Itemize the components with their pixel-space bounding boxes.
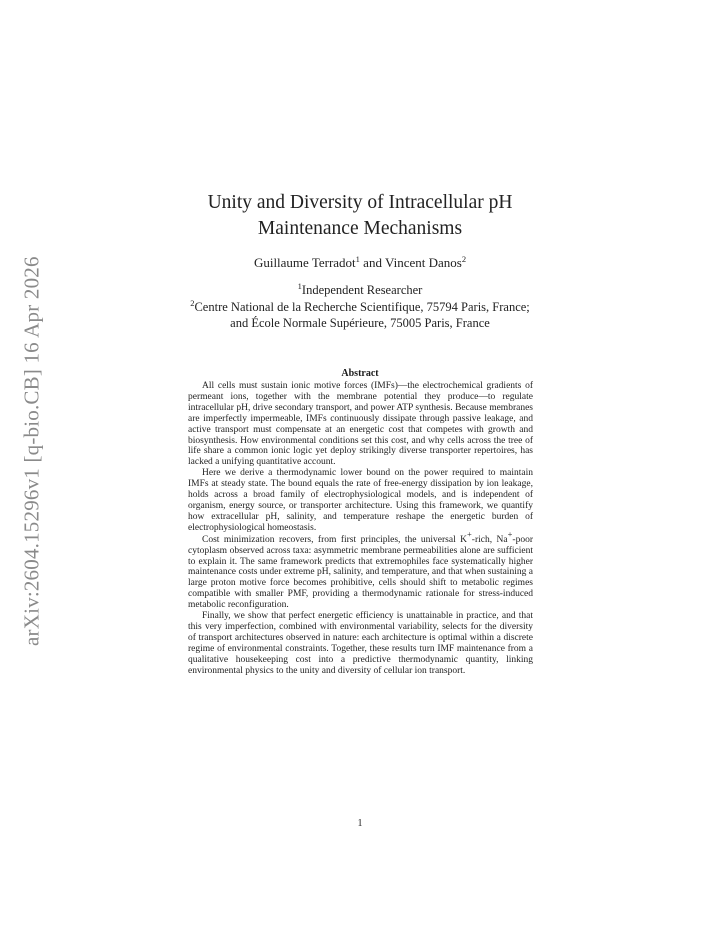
paper-title: [0, 190, 720, 242]
affiliation-2-line-1: [0, 299, 720, 316]
abstract-p3-part-b: -rich, Na: [471, 534, 508, 545]
abstract-heading: Abstract: [341, 368, 379, 379]
author-connector: and: [359, 255, 385, 270]
abstract-p3-part-c: -poor cytoplasm observed across taxa: asymmetric membrane permeabilities alone are sufficient to explain it. The same framework predicts that extremophiles face systematically higher maintenance costs under extreme pH, salinity, and temperature, and that when sustaining a large proton motive force becomes prohibitive, cells should shift to metabolic regimes compatible with smaller PMF, providing a thermodynamic rationale for stress-induced metabolic reconfiguration.: [188, 534, 533, 611]
affiliation-1: [0, 282, 720, 299]
page-number: 1: [357, 818, 363, 829]
abstract-paragraph-4: Finally, we show that perfect energetic efficiency is unattainable in practice, and that this very imperfection, combined with environmental variability, selects for the diversity of transport architectures observed in nature: each architecture is optimal within a discrete regime of environmental constraints. Together, these results turn IMF maintenance from a qualitative housekeeping cost into a predictive thermodynamic quantity, linking environmental physics to the unity and diversity of cellular ion transport.: [188, 611, 533, 676]
abstract-body: [188, 381, 533, 676]
author-list: [0, 255, 720, 271]
title-line-1: Unity and Diversity of Intracellular pH: [207, 192, 513, 213]
abstract-p3-sup-1: +: [467, 528, 472, 539]
author-1-mark: 1: [355, 254, 360, 264]
arxiv-identifier-stamp: arXiv:2604.15296v1 [q-bio.CB] 16 Apr 2026: [19, 256, 44, 646]
affiliation-2-mark: 2: [190, 297, 195, 308]
abstract-paragraph-3: [188, 528, 533, 611]
author-2-mark: 2: [461, 254, 467, 264]
abstract-p3-sup-2: +: [507, 528, 513, 539]
abstract-paragraph-2: Here we derive a thermodynamic lower bound on the power required to maintain IMFs at steady state. The bound equals the rate of free-energy dissipation by ion leakage, holds across a broad family of electrophysiological models, and is independent of organism, energy source, or transporter architecture. Using this framework, we quantify how extracellular pH, salinity, and temperature reshape the energetic burden of electrophysiological homeostasis.: [188, 468, 533, 533]
author-1-name: Guillaume Terradot: [253, 255, 356, 270]
abstract-paragraph-1: All cells must sustain ionic motive forces (IMFs)—the electrochemical gradients of permeant ions, together with the membrane potential they produce—to regulate intracellular pH, drive secondary transport, and power ATP synthesis. Because membranes are imperfectly impermeable, IMFs continuously dissipate through passive leakage, and active transport must compensate at an energetic cost that competes with growth and biosynthesis. How environmental conditions set this cost, and why cells across the tree of life share a common ionic logic yet deploy strikingly diverse transporter repertoires, has lacked a unifying quantitative account.: [188, 381, 533, 468]
title-line-2: Maintenance Mechanisms: [257, 218, 463, 239]
affiliation-2-text: Centre National de la Recherche Scientifique, 75794 Paris, France;: [194, 299, 530, 314]
affiliations: [0, 282, 720, 332]
abstract-p3-part-a: Cost minimization recovers, from first principles, the universal K: [202, 534, 467, 545]
author-2-name: Vincent Danos: [384, 255, 462, 270]
affiliation-1-mark: 1: [297, 281, 302, 291]
affiliation-1-text: Independent Researcher: [301, 283, 423, 297]
affiliation-2-line-2: and École Normale Supérieure, 75005 Paris, France: [230, 316, 490, 330]
